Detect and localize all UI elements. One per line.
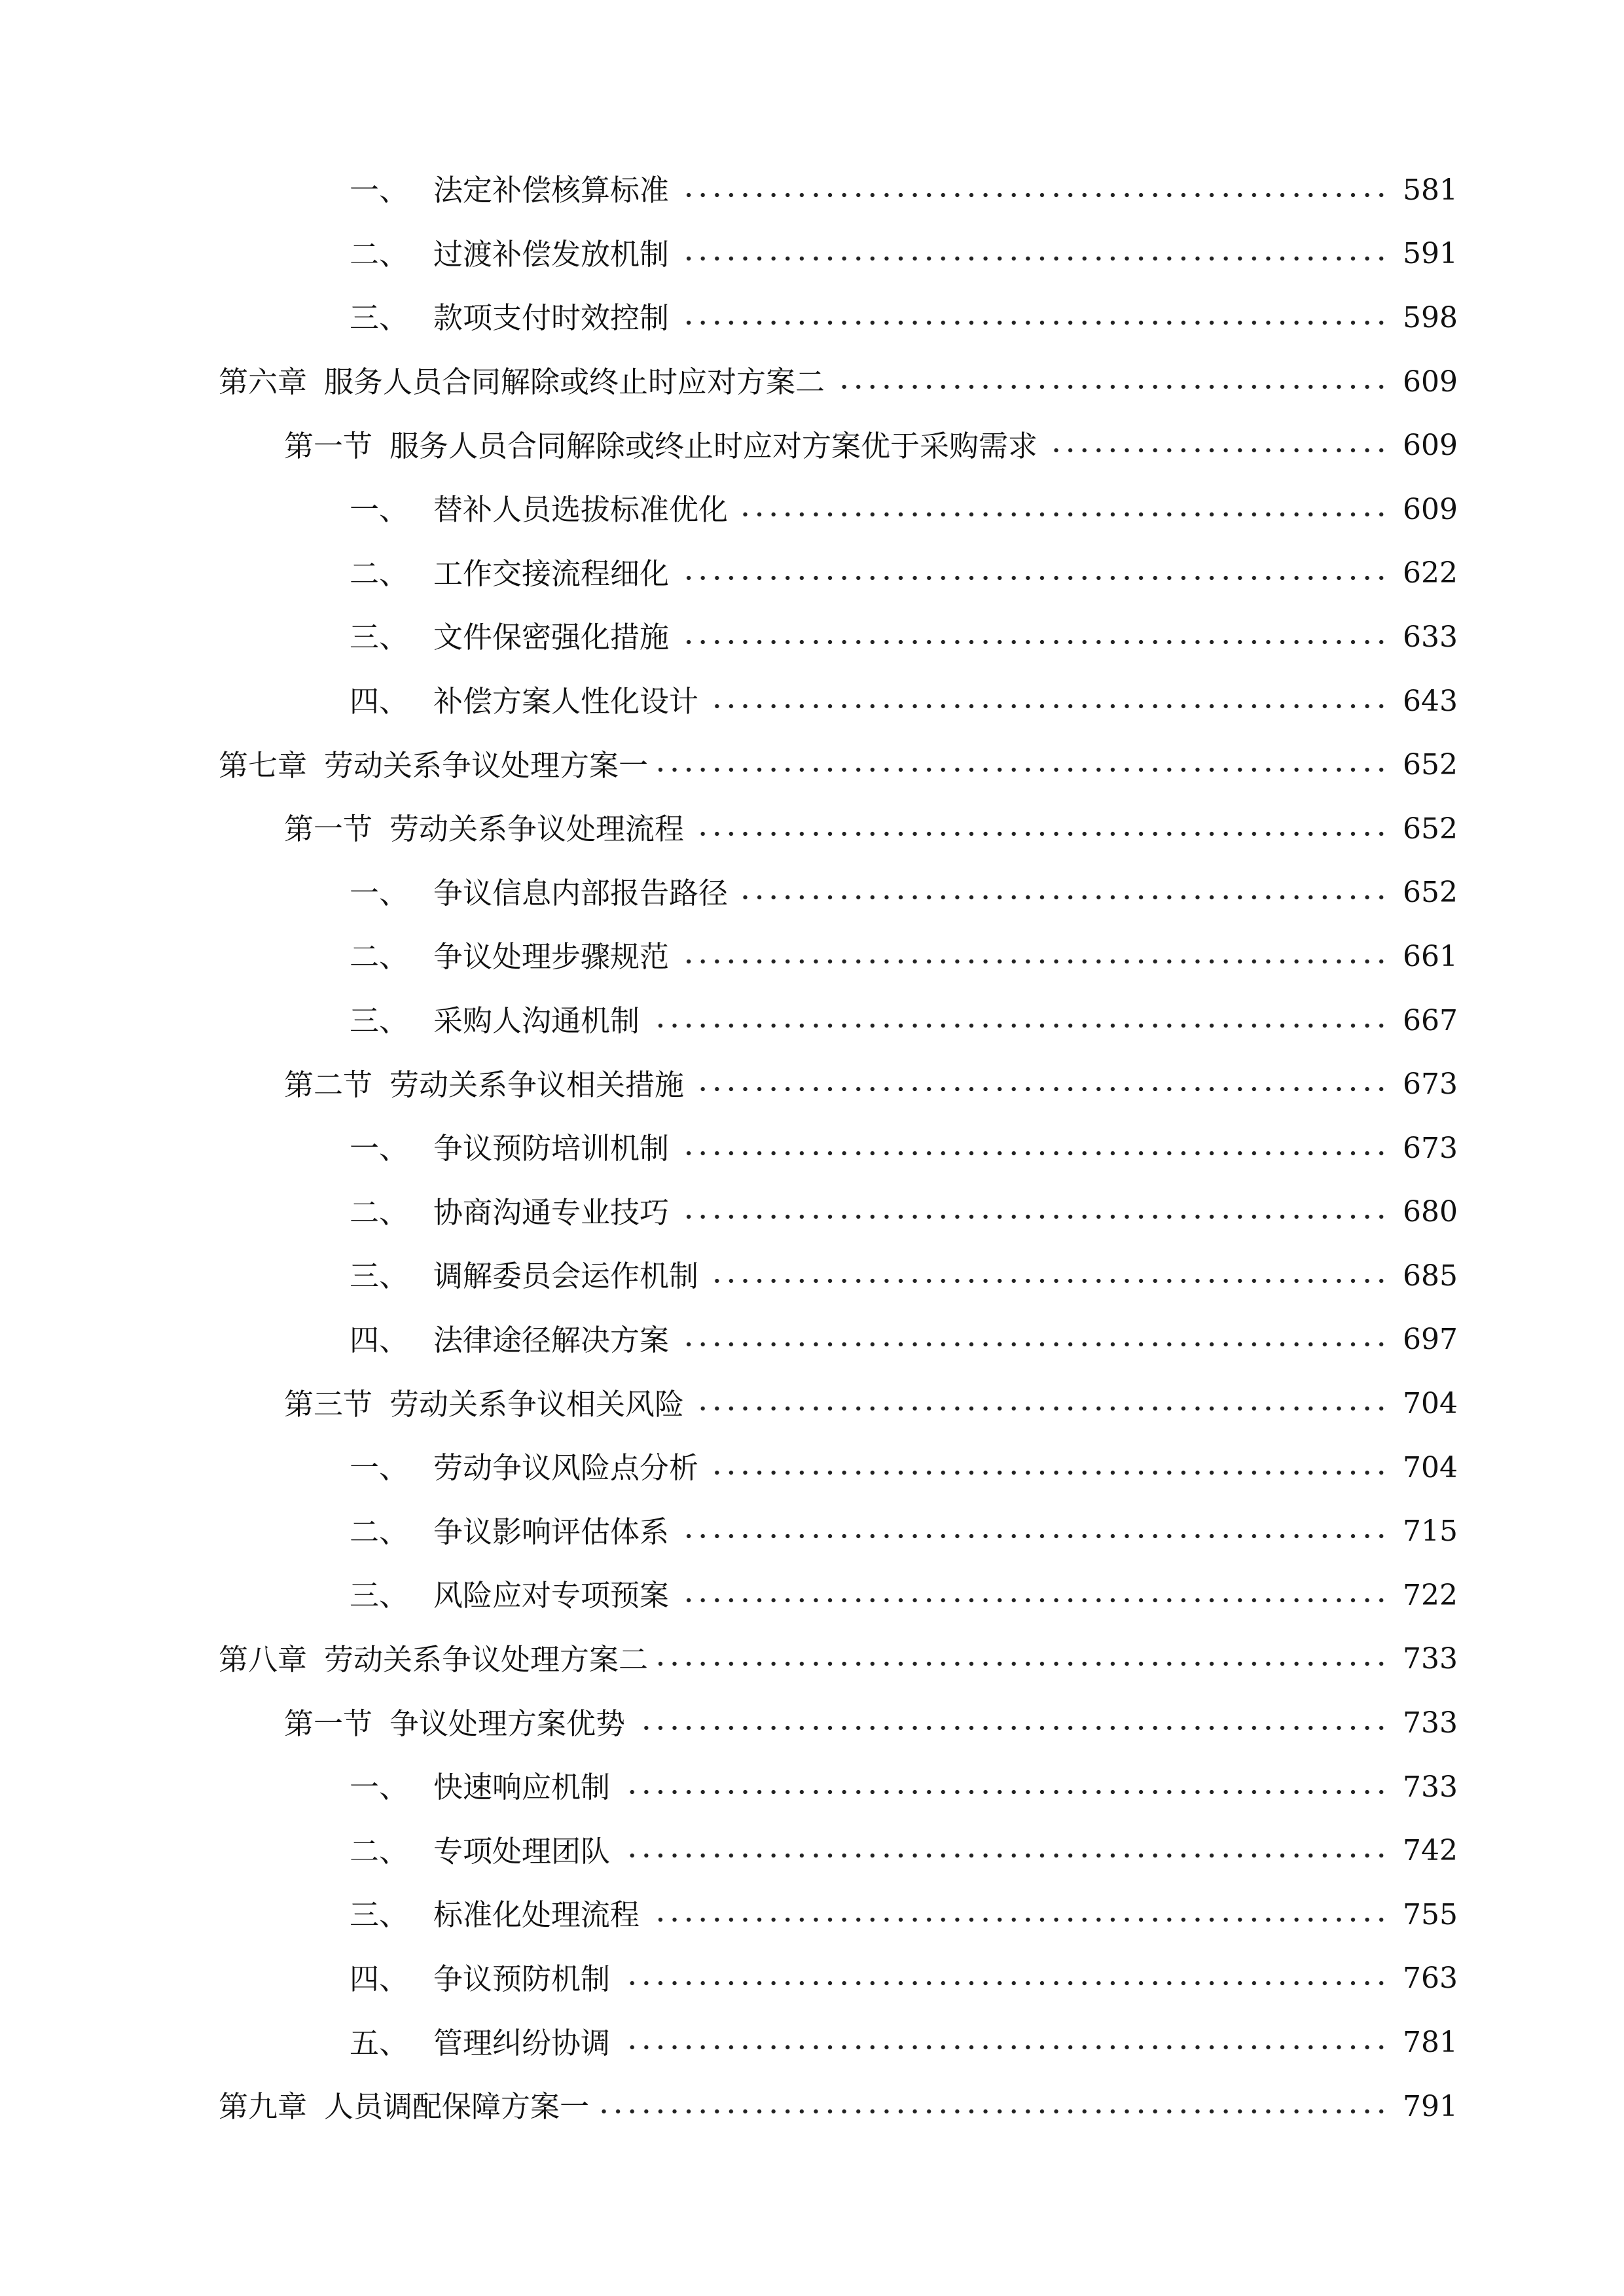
toc-entry[interactable] — [0, 989, 1624, 1053]
toc-entry[interactable] — [0, 1117, 1624, 1181]
toc-entry-title: 款项支付时效控制 — [433, 300, 670, 336]
dot-leader — [621, 1788, 1388, 1796]
toc-entry-title: 服务人员合同解除或终止时应对方案优于采购需求 — [389, 428, 1038, 463]
toc-entry-number: 二、 — [350, 1833, 409, 1869]
dot-leader — [738, 511, 1388, 518]
dot-leader — [679, 1340, 1388, 1348]
toc-entry-title: 争议处理方案优势 — [389, 1706, 626, 1741]
dot-leader — [621, 2043, 1388, 2051]
toc-entry-number: 三、 — [350, 1578, 409, 1613]
toc-entry-title: 管理纠纷协调 — [433, 2025, 611, 2060]
toc-entry-number: 二、 — [350, 1514, 409, 1549]
toc-entry-title: 争议预防机制 — [433, 1961, 611, 1996]
toc-entry[interactable] — [0, 861, 1624, 925]
dot-leader — [679, 1596, 1388, 1604]
toc-entry-number: 第一节 — [284, 1706, 373, 1741]
toc-entry[interactable] — [0, 1244, 1624, 1308]
toc-entry-title: 工作交接流程细化 — [433, 556, 670, 591]
dot-leader — [679, 638, 1388, 646]
toc-entry-title: 劳动关系争议相关风险 — [389, 1386, 685, 1422]
toc-entry-number: 四、 — [350, 684, 409, 719]
toc-chapter[interactable] — [0, 2075, 1624, 2139]
toc-entry-number: 第八章 — [219, 1641, 308, 1677]
toc-entry-page: 652 — [1403, 876, 1458, 910]
toc-entry-number: 二、 — [350, 1194, 409, 1230]
dot-leader — [679, 958, 1388, 965]
toc-entry-number: 三、 — [350, 1003, 409, 1039]
dot-leader — [621, 1852, 1388, 1859]
toc-entry-title: 劳动关系争议处理流程 — [389, 812, 685, 847]
toc-entry[interactable] — [0, 925, 1624, 989]
toc-entry[interactable] — [0, 605, 1624, 670]
toc-entry-number: 一、 — [350, 492, 409, 528]
toc-entry-title: 标准化处理流程 — [433, 1897, 640, 1933]
toc-entry-page: 673 — [1403, 1131, 1458, 1165]
toc-entry-number: 第一节 — [284, 812, 373, 847]
toc-entry[interactable] — [0, 286, 1624, 350]
toc-entry-page: 781 — [1403, 2026, 1458, 2060]
dot-leader — [650, 1916, 1388, 1924]
toc-entry-title: 采购人沟通机制 — [433, 1003, 640, 1039]
toc-entry-page: 609 — [1403, 492, 1458, 526]
toc-entry-page: 715 — [1403, 1515, 1458, 1549]
toc-entry-page: 581 — [1403, 173, 1458, 207]
dot-leader — [738, 893, 1388, 901]
toc-entry[interactable] — [0, 670, 1624, 734]
toc-entry-title: 快速响应机制 — [433, 1770, 611, 1805]
dot-leader — [835, 383, 1388, 391]
dot-leader — [709, 702, 1388, 710]
toc-chapter[interactable] — [0, 733, 1624, 797]
toc-entry[interactable] — [0, 1499, 1624, 1564]
toc-entry[interactable] — [0, 2011, 1624, 2075]
toc-entry[interactable] — [0, 1947, 1624, 2011]
dot-leader — [650, 1022, 1388, 1030]
toc-entry-page: 622 — [1403, 556, 1458, 590]
toc-section[interactable] — [0, 797, 1624, 861]
toc-entry-page: 598 — [1403, 300, 1458, 334]
toc-entry-number: 二、 — [350, 556, 409, 591]
dot-leader — [695, 1085, 1388, 1093]
toc-entry-page: 652 — [1403, 812, 1458, 846]
toc-entry-number: 三、 — [350, 1259, 409, 1294]
toc-entry-title: 过渡补偿发放机制 — [433, 236, 670, 272]
toc-entry-title: 争议处理步骤规范 — [433, 939, 670, 975]
toc-entry-title: 替补人员选拔标准优化 — [433, 492, 729, 528]
toc-entry-title: 争议信息内部报告路径 — [433, 875, 729, 910]
toc-entry[interactable] — [0, 158, 1624, 223]
toc-entry-page: 633 — [1403, 620, 1458, 654]
toc-chapter[interactable] — [0, 350, 1624, 414]
toc-entry-number: 四、 — [350, 1322, 409, 1357]
toc-entry-number: 四、 — [350, 1961, 409, 1996]
toc-entry[interactable] — [0, 223, 1624, 287]
toc-entry-page: 680 — [1403, 1195, 1458, 1229]
toc-entry[interactable] — [0, 1564, 1624, 1628]
toc-entry-number: 第二节 — [284, 1067, 373, 1102]
toc-entry-page: 685 — [1403, 1259, 1458, 1293]
toc-section[interactable] — [0, 1372, 1624, 1436]
toc-entry[interactable] — [0, 1436, 1624, 1500]
toc-entry-page: 661 — [1403, 939, 1458, 973]
toc-entry[interactable] — [0, 1755, 1624, 1820]
dot-leader — [679, 1149, 1388, 1157]
toc-entry-number: 一、 — [350, 1131, 409, 1166]
toc-entry-title: 人员调配保障方案一 — [324, 2089, 590, 2125]
toc-entry-number: 第七章 — [219, 747, 308, 783]
dot-leader — [695, 1405, 1388, 1412]
toc-entry-number: 三、 — [350, 620, 409, 655]
dot-leader — [709, 1469, 1388, 1477]
toc-entry-page: 697 — [1403, 1323, 1458, 1357]
toc-entry-page: 791 — [1403, 2089, 1458, 2123]
toc-entry-number: 二、 — [350, 236, 409, 272]
toc-entry-number: 第九章 — [219, 2089, 308, 2125]
toc-entry-number: 三、 — [350, 300, 409, 336]
dot-leader — [679, 574, 1388, 582]
dot-leader — [679, 191, 1388, 199]
toc-entry-title: 补偿方案人性化设计 — [433, 684, 699, 719]
toc-entry-page: 763 — [1403, 1962, 1458, 1996]
dot-leader — [1048, 446, 1388, 454]
toc-entry-title: 争议影响评估体系 — [433, 1514, 670, 1549]
toc-entry[interactable] — [0, 1819, 1624, 1883]
dot-leader — [679, 255, 1388, 262]
toc-entry-number: 第六章 — [219, 365, 308, 400]
toc-entry-page: 704 — [1403, 1387, 1458, 1421]
toc-entry-title: 劳动关系争议处理方案二 — [324, 1641, 649, 1677]
toc-entry-page: 733 — [1403, 1642, 1458, 1676]
toc-entry[interactable] — [0, 542, 1624, 606]
toc-entry-number: 第一节 — [284, 428, 373, 463]
toc-entry-page: 609 — [1403, 365, 1458, 399]
toc-section[interactable] — [0, 1052, 1624, 1117]
toc-entry-page: 591 — [1403, 237, 1458, 271]
dot-leader — [679, 319, 1388, 327]
table-of-contents — [0, 158, 1624, 2138]
toc-entry-page: 673 — [1403, 1067, 1458, 1102]
toc-entry-number: 第三节 — [284, 1386, 373, 1422]
dot-leader — [679, 1532, 1388, 1540]
toc-entry-title: 法律途径解决方案 — [433, 1322, 670, 1357]
dot-leader — [600, 2108, 1388, 2115]
toc-entry-title: 法定补偿核算标准 — [433, 173, 670, 208]
toc-entry-page: 609 — [1403, 429, 1458, 463]
dot-leader — [695, 830, 1388, 838]
toc-entry[interactable] — [0, 1181, 1624, 1245]
toc-entry-number: 一、 — [350, 875, 409, 910]
toc-entry-title: 劳动关系争议相关措施 — [389, 1067, 685, 1102]
toc-entry-number: 五、 — [350, 2025, 409, 2060]
toc-entry-title: 服务人员合同解除或终止时应对方案二 — [324, 365, 825, 400]
toc-chapter[interactable] — [0, 1628, 1624, 1692]
toc-entry[interactable] — [0, 478, 1624, 542]
dot-leader — [636, 1724, 1388, 1732]
toc-entry-title: 争议预防培训机制 — [433, 1131, 670, 1166]
toc-entry-page: 733 — [1403, 1706, 1458, 1740]
toc-entry-number: 一、 — [350, 1450, 409, 1486]
toc-entry-title: 劳动争议风险点分析 — [433, 1450, 699, 1486]
toc-entry-page: 667 — [1403, 1003, 1458, 1037]
toc-entry-page: 704 — [1403, 1450, 1458, 1484]
toc-entry-page: 722 — [1403, 1578, 1458, 1612]
toc-entry-title: 协商沟通专业技巧 — [433, 1194, 670, 1230]
toc-entry[interactable] — [0, 1308, 1624, 1372]
dot-leader — [679, 1213, 1388, 1221]
toc-entry-page: 755 — [1403, 1897, 1458, 1931]
dot-leader — [709, 1277, 1388, 1285]
toc-entry-page: 652 — [1403, 748, 1458, 782]
toc-entry-title: 专项处理团队 — [433, 1833, 611, 1869]
toc-entry-number: 一、 — [350, 1770, 409, 1805]
toc-section[interactable] — [0, 414, 1624, 478]
toc-section[interactable] — [0, 1691, 1624, 1755]
dot-leader — [621, 1979, 1388, 1987]
toc-entry-page: 733 — [1403, 1770, 1458, 1804]
toc-entry-number: 一、 — [350, 173, 409, 208]
toc-entry[interactable] — [0, 1883, 1624, 1947]
toc-entry-number: 二、 — [350, 939, 409, 975]
toc-entry-number: 三、 — [350, 1897, 409, 1933]
toc-entry-title: 风险应对专项预案 — [433, 1578, 670, 1613]
toc-entry-page: 643 — [1403, 684, 1458, 718]
toc-entry-page: 742 — [1403, 1834, 1458, 1868]
dot-leader — [659, 766, 1388, 774]
toc-entry-title: 劳动关系争议处理方案一 — [324, 747, 649, 783]
toc-entry-title: 调解委员会运作机制 — [433, 1259, 699, 1294]
dot-leader — [659, 1660, 1388, 1668]
toc-entry-title: 文件保密强化措施 — [433, 620, 670, 655]
